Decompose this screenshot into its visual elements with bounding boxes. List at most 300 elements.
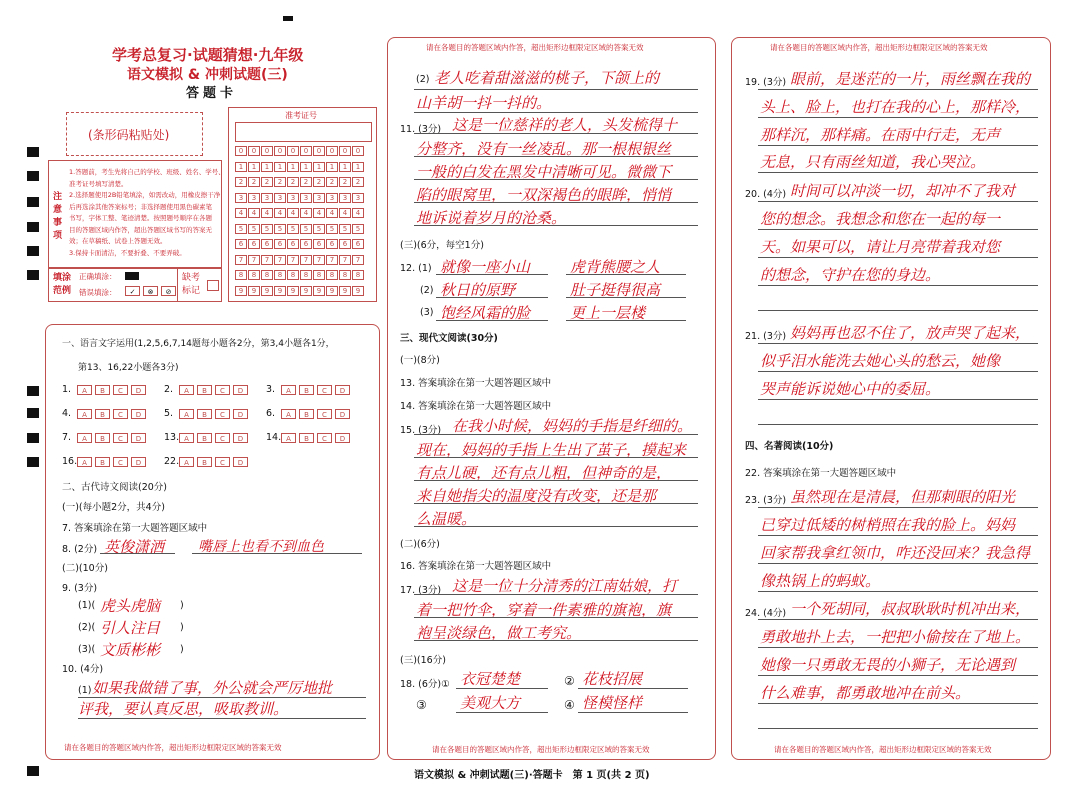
mc-question	[164, 384, 251, 395]
q18-2-answer[interactable]: 花枝招展	[582, 670, 643, 688]
answer-line	[758, 172, 1038, 173]
ticket-digit-bubble[interactable]: 1	[339, 162, 351, 172]
ticket-digit-bubble[interactable]: 5	[235, 224, 247, 234]
q13-label: 13. 答案填涂在第一大题答题区域中	[400, 378, 552, 389]
absent-label: 缺考标记	[182, 273, 201, 296]
ticket-digit-bubble[interactable]: 3	[261, 193, 273, 203]
q22-label: 22. 答案填涂在第一大题答题区域中	[745, 468, 897, 479]
mc-option-bubble[interactable]: C	[215, 385, 230, 395]
ticket-digit-bubble[interactable]: 7	[326, 255, 338, 265]
mc-option-bubble[interactable]: C	[113, 457, 128, 467]
mc-option-bubble[interactable]: D	[335, 433, 350, 443]
mc-option-bubble[interactable]: A	[77, 409, 92, 419]
q8-answer-2[interactable]: 嘴唇上也看不到血色	[198, 539, 324, 555]
answer-line	[566, 320, 686, 321]
answer-line	[758, 310, 1038, 311]
ticket-digit-bubble[interactable]: 4	[326, 208, 338, 218]
mc-option-bubble[interactable]: A	[77, 385, 92, 395]
answer-line	[758, 89, 1038, 90]
mc-option-bubble[interactable]: A	[281, 385, 296, 395]
ticket-digit-bubble[interactable]: 2	[235, 177, 247, 187]
ticket-digit-bubble[interactable]: 3	[248, 193, 260, 203]
ticket-digit-bubble[interactable]: 8	[261, 270, 273, 280]
ticket-digit-bubble[interactable]: 6	[300, 239, 312, 249]
mc-option-bubble[interactable]: B	[95, 409, 110, 419]
q18-4-label: ④	[564, 698, 575, 712]
ticket-digit-bubble[interactable]: 0	[287, 146, 299, 156]
ticket-digit-bubble[interactable]: 5	[339, 224, 351, 234]
ticket-digit-bubble[interactable]: 3	[352, 193, 364, 203]
ticket-digit-bubble[interactable]: 0	[352, 146, 364, 156]
q17-answer-line3[interactable]: 袍呈淡绿色，做工考究。	[416, 624, 582, 642]
answer-line	[758, 647, 1038, 648]
ticket-digit-bubble[interactable]: 6	[352, 239, 364, 249]
ticket-digit-bubble[interactable]: 0	[274, 146, 286, 156]
ticket-digit-bubble[interactable]: 9	[248, 286, 260, 296]
ticket-digit-bubble[interactable]: 6	[313, 239, 325, 249]
ticket-digit-bubble[interactable]: 0	[313, 146, 325, 156]
answer-line	[456, 712, 548, 713]
mc-option-bubble[interactable]: B	[299, 385, 314, 395]
timing-marker	[27, 457, 39, 467]
ticket-digit-bubble[interactable]: 9	[300, 286, 312, 296]
timing-marker	[27, 270, 39, 280]
q11-answer-line5[interactable]: 地诉说着岁月的沧桑。	[416, 209, 567, 227]
notice-text: 1.答题前，考生先将自己的学校、班级、姓名、学号、 准考证号填写清楚。 2.选择题使用2B铅笔填涂，如需改动，用橡皮擦干净 后再选涂其他答案标号；非选择题使用黑色碳素笔 书写，字体工整、笔迹清楚。按照题号顺序在各题 目的答题区域内作答，超出答题区域书写的答案无 效；在草稿纸、试卷上答题无效。 3.保持卡面清洁，不要折叠、不要弄破。	[69, 168, 225, 257]
ticket-digit-bubble[interactable]: 5	[300, 224, 312, 234]
mc-option-bubble[interactable]: A	[77, 457, 92, 467]
ticket-digit-bubble[interactable]: 9	[235, 286, 247, 296]
q20-answer-line3[interactable]: 天。如果可以，请让月亮带着我对您	[760, 238, 1001, 256]
answer-line	[758, 507, 1038, 508]
ticket-digit-bubble[interactable]: 4	[248, 208, 260, 218]
mc-option-bubble[interactable]: B	[299, 433, 314, 443]
answer-line	[758, 703, 1038, 704]
q11-answer-line3[interactable]: 一般的白发在黑发中清晰可见。微微下	[416, 163, 672, 181]
q12-3-label: (3)	[420, 307, 434, 318]
warning-col2-top: 请在各题目的答题区域内作答，超出矩形边框限定区域的答案无效	[426, 43, 644, 52]
answer-line	[758, 535, 1038, 536]
ticket-digit-bubble[interactable]: 4	[287, 208, 299, 218]
q9-2-answer[interactable]: 引人注目	[100, 619, 161, 637]
absent-checkbox[interactable]	[207, 280, 219, 291]
q19-answer-line1[interactable]: 眼前，是迷茫的一片，雨丝飘在我的	[790, 70, 1031, 88]
ticket-digit-bubble[interactable]: 6	[326, 239, 338, 249]
q21-answer-line2[interactable]: 似乎泪水能洗去她心头的愁云，她像	[760, 352, 1001, 370]
answer-line	[78, 718, 366, 719]
ticket-digit-bubble[interactable]: 3	[339, 193, 351, 203]
ticket-digit-bubble[interactable]: 0	[339, 146, 351, 156]
q24-answer-line2[interactable]: 勇敢地扑上去，一把把小偷按在了地上。	[760, 628, 1031, 646]
ticket-digit-bubble[interactable]: 4	[339, 208, 351, 218]
ticket-digit-row	[235, 146, 365, 156]
ticket-digit-bubble[interactable]: 9	[352, 286, 364, 296]
q9-1-answer[interactable]: 虎头虎脑	[100, 597, 161, 615]
mc-option-bubble[interactable]: A	[179, 457, 194, 467]
ticket-digit-bubble[interactable]: 7	[261, 255, 273, 265]
q11-answer-line4[interactable]: 陷的眼窝里，一双深褐色的眼眸，悄悄	[416, 186, 672, 204]
ticket-digit-bubble[interactable]: 1	[274, 162, 286, 172]
ticket-digit-bubble[interactable]: 1	[300, 162, 312, 172]
mc-option-bubble[interactable]: B	[197, 385, 212, 395]
q12-1b-answer[interactable]: 虎背熊腰之人	[570, 258, 661, 276]
q10-2-answer-line1[interactable]: 老人吃着甜滋滋的桃子，下颌上的	[434, 69, 660, 87]
q9-3-label: (3)(	[78, 644, 96, 655]
answer-line	[192, 553, 362, 554]
mc-option-bubble[interactable]: D	[335, 385, 350, 395]
answer-line	[436, 320, 548, 321]
ticket-digit-bubble[interactable]: 7	[235, 255, 247, 265]
ticket-digit-bubble[interactable]: 1	[261, 162, 273, 172]
timing-marker	[27, 222, 39, 232]
timing-marker	[27, 766, 39, 776]
mc-question-number: 7.	[62, 432, 72, 443]
ticket-digit-bubble[interactable]: 7	[339, 255, 351, 265]
answer-line	[758, 257, 1038, 258]
mc-option-bubble[interactable]: C	[317, 385, 332, 395]
section4-title: 三、现代文阅读(30分)	[400, 333, 498, 344]
q18-3-label: ③	[416, 698, 427, 712]
ticket-digit-bubble[interactable]: 2	[248, 177, 260, 187]
ticket-digit-bubble[interactable]: 5	[287, 224, 299, 234]
q9-3-answer[interactable]: 文质彬彬	[100, 641, 161, 659]
q11-answer-line1[interactable]: 这是一位慈祥的老人，头发梳得十	[452, 116, 678, 134]
ticket-digit-bubble[interactable]: 5	[326, 224, 338, 234]
section3-title: (三)(6分，每空1分)	[400, 240, 484, 251]
q8-answer-1[interactable]: 英俊潇洒	[104, 538, 165, 556]
mc-question	[164, 408, 251, 419]
fill-example-box	[48, 268, 222, 302]
q15-answer-line2[interactable]: 现在，妈妈的手指上生出了茧子，摸起来	[416, 441, 687, 459]
ticket-digit-bubble[interactable]: 0	[300, 146, 312, 156]
ticket-digit-bubble[interactable]: 8	[352, 270, 364, 280]
mc-option-bubble[interactable]: D	[131, 433, 146, 443]
q15-answer-line5[interactable]: 么温暖。	[416, 510, 477, 528]
ticket-digit-bubble[interactable]: 8	[326, 270, 338, 280]
ticket-digit-bubble[interactable]: 7	[248, 255, 260, 265]
page-footer: 语文模拟 & 冲刺试题(三)·答题卡 第 1 页(共 2 页)	[414, 770, 650, 781]
q23-answer-line2[interactable]: 已穿过低矮的树梢照在我的脸上。妈妈	[760, 516, 1016, 534]
mc-option-bubble[interactable]: C	[215, 457, 230, 467]
q20-answer-line1[interactable]: 时间可以冲淡一切，却冲不了我对	[790, 182, 1016, 200]
ticket-digit-row	[235, 177, 365, 187]
q9-3-close: )	[180, 644, 184, 655]
q10-1-answer-line1[interactable]: 如果我做错了事，外公就会严厉地批	[92, 679, 333, 697]
ticket-digit-bubble[interactable]: 3	[235, 193, 247, 203]
mc-question-number: 1.	[62, 384, 72, 395]
answer-line	[414, 434, 698, 435]
ticket-digit-bubble[interactable]: 2	[300, 177, 312, 187]
answer-line	[758, 201, 1038, 202]
ticket-digit-bubble[interactable]: 8	[300, 270, 312, 280]
mc-option-bubble[interactable]: D	[131, 457, 146, 467]
q23-answer-line3[interactable]: 回家帮我拿红领巾，咋还没回来？我急得	[760, 544, 1031, 562]
mc-question-number: 3.	[266, 384, 276, 395]
ticket-digit-bubble[interactable]: 2	[339, 177, 351, 187]
mc-question-number: 5.	[164, 408, 174, 419]
timing-marker	[27, 433, 39, 443]
ticket-digit-bubble[interactable]: 4	[352, 208, 364, 218]
q18-4-answer[interactable]: 怪模怪样	[582, 694, 643, 712]
answer-line	[414, 112, 698, 113]
q21-answer-line3[interactable]: 哭声能诉说她心中的委屈。	[760, 380, 941, 398]
ticket-number-grid[interactable]	[228, 107, 377, 302]
ticket-digit-bubble[interactable]: 8	[248, 270, 260, 280]
mc-question	[62, 456, 149, 467]
q11-answer-line2[interactable]: 分整齐，没有一丝凌乱。那一根根银丝	[416, 140, 672, 158]
q23-answer-line4[interactable]: 像热锅上的蚂蚁。	[760, 572, 881, 590]
mc-option-bubble[interactable]: B	[197, 457, 212, 467]
mc-option-bubble[interactable]: A	[77, 433, 92, 443]
q10-1-answer-line2[interactable]: 评我，要认真反思，吸取教训。	[78, 700, 289, 718]
ticket-digit-bubble[interactable]: 8	[235, 270, 247, 280]
ticket-digit-bubble[interactable]: 2	[261, 177, 273, 187]
mc-option-bubble[interactable]: A	[179, 385, 194, 395]
answer-line	[436, 297, 548, 298]
mc-option-bubble[interactable]: A	[179, 409, 194, 419]
q19-answer-line3[interactable]: 那样沉，那样痛。在雨中行走，无声	[760, 126, 1001, 144]
ticket-digit-bubble[interactable]: 6	[274, 239, 286, 249]
answer-line	[414, 594, 698, 595]
ticket-digit-bubble[interactable]: 3	[287, 193, 299, 203]
mc-option-bubble[interactable]: B	[197, 433, 212, 443]
q20-label: 20. (4分)	[745, 189, 787, 200]
ticket-digit-bubble[interactable]: 0	[248, 146, 260, 156]
q18-1-answer[interactable]: 衣冠楚楚	[460, 670, 521, 688]
warning-col2-bottom: 请在各题目的答题区域内作答，超出矩形边框限定区域的答案无效	[432, 745, 650, 754]
section4c-title: (三)(16分)	[400, 655, 446, 666]
ticket-digit-bubble[interactable]: 0	[235, 146, 247, 156]
cross-circle-icon: ⊗	[143, 286, 158, 296]
answer-line	[414, 617, 698, 618]
q24-answer-line1[interactable]: 一个死胡同，叔叔耿耿时机冲出来，	[790, 600, 1031, 618]
q15-answer-line1[interactable]: 在我小时候，妈妈的手指是纤细的。	[452, 417, 693, 435]
q12-1a-answer[interactable]: 就像一座小山	[440, 258, 531, 276]
ticket-digit-bubble[interactable]: 6	[235, 239, 247, 249]
q21-answer-line1[interactable]: 妈妈再也忍不住了，放声哭了起来，	[790, 324, 1031, 342]
answer-line	[436, 274, 548, 275]
q15-answer-line4[interactable]: 来自她指尖的温度没有改变，还是那	[416, 487, 657, 505]
mc-option-bubble[interactable]: D	[131, 385, 146, 395]
ticket-digit-bubble[interactable]: 4	[313, 208, 325, 218]
mc-option-bubble[interactable]: D	[233, 433, 248, 443]
q10-2-answer-line2[interactable]: 山羊胡一抖一抖的。	[416, 94, 552, 112]
ticket-digit-bubble[interactable]: 5	[352, 224, 364, 234]
ticket-digit-row	[235, 208, 365, 218]
q18-2-label: ②	[564, 674, 575, 688]
wrong-fill-label: 错误填涂：	[79, 288, 117, 297]
mc-option-bubble[interactable]: C	[215, 409, 230, 419]
q23-answer-line1[interactable]: 虽然现在是清晨，但那刺眼的阳光	[790, 488, 1016, 506]
mc-option-bubble[interactable]: D	[233, 409, 248, 419]
mc-option-bubble[interactable]: B	[95, 433, 110, 443]
ticket-digit-bubble[interactable]: 1	[352, 162, 364, 172]
q17-answer-line1[interactable]: 这是一位十分清秀的江南姑娘，打	[452, 577, 678, 595]
q18-3-answer[interactable]: 美观大方	[460, 694, 521, 712]
notice-box	[48, 160, 225, 268]
q9-1-close: )	[180, 600, 184, 611]
mc-option-bubble[interactable]: D	[233, 457, 248, 467]
mc-option-bubble[interactable]: B	[95, 457, 110, 467]
ticket-digit-bubble[interactable]: 6	[248, 239, 260, 249]
q24-answer-line3[interactable]: 她像一只勇敢无畏的小狮子，无论遇到	[760, 656, 1016, 674]
correct-fill-label: 正确填涂：	[79, 272, 117, 281]
ticket-digit-bubble[interactable]: 8	[313, 270, 325, 280]
q24-answer-line4[interactable]: 什么难事，都勇敢地冲在前头。	[760, 684, 971, 702]
ticket-digit-bubble[interactable]: 7	[287, 255, 299, 265]
mc-option-bubble[interactable]: B	[95, 385, 110, 395]
answer-line	[414, 640, 698, 641]
answer-line	[414, 202, 698, 203]
mc-question-number: 16.	[62, 456, 78, 467]
q19-answer-line4[interactable]: 无息，只有雨丝知道，我心哭泣。	[760, 153, 986, 171]
ticket-digit-bubble[interactable]: 6	[261, 239, 273, 249]
mc-option-bubble[interactable]: A	[281, 433, 296, 443]
ticket-digit-bubble[interactable]: 2	[274, 177, 286, 187]
mc-option-bubble[interactable]: A	[281, 409, 296, 419]
mc-option-bubble[interactable]: D	[131, 409, 146, 419]
ticket-digit-bubble[interactable]: 7	[300, 255, 312, 265]
ticket-digit-bubble[interactable]: 2	[287, 177, 299, 187]
mc-question	[62, 384, 149, 395]
ticket-digit-row	[235, 193, 365, 203]
answer-line	[414, 225, 698, 226]
warning-col1: 请在各题目的答题区域内作答，超出矩形边框限定区域的答案无效	[64, 743, 282, 752]
mc-option-bubble[interactable]: D	[335, 409, 350, 419]
ticket-digit-bubble[interactable]: 3	[300, 193, 312, 203]
ticket-digit-bubble[interactable]: 5	[261, 224, 273, 234]
answer-line	[456, 688, 548, 689]
answer-line	[414, 156, 698, 157]
q12-2b-answer[interactable]: 肚子挺得很高	[570, 281, 661, 299]
ticket-digit-row	[235, 286, 365, 296]
mc-question-number: 14.	[266, 432, 282, 443]
ticket-digit-bubble[interactable]: 9	[339, 286, 351, 296]
q20-answer-line4[interactable]: 的想念，守护在您的身边。	[760, 266, 941, 284]
mc-option-bubble[interactable]: C	[317, 433, 332, 443]
q9-2-close: )	[180, 622, 184, 633]
ticket-digit-bubble[interactable]: 4	[261, 208, 273, 218]
ticket-digit-bubble[interactable]: 9	[313, 286, 325, 296]
ticket-digit-bubble[interactable]: 1	[313, 162, 325, 172]
ticket-digit-bubble[interactable]: 4	[300, 208, 312, 218]
q8-label: 8. (2分)	[62, 544, 98, 555]
mc-option-bubble[interactable]: C	[113, 433, 128, 443]
ticket-digit-bubble[interactable]: 7	[274, 255, 286, 265]
timing-marker	[27, 408, 39, 418]
ticket-digit-bubble[interactable]: 5	[274, 224, 286, 234]
mc-question	[266, 408, 353, 419]
ticket-digit-bubble[interactable]: 2	[352, 177, 364, 187]
q12-3a-answer[interactable]: 饱经风霜的脸	[440, 304, 531, 322]
mc-option-bubble[interactable]: C	[113, 409, 128, 419]
mc-question	[266, 384, 353, 395]
ticket-digit-bubble[interactable]: 5	[313, 224, 325, 234]
notice-title: 注意事项	[53, 192, 63, 241]
q11-label: 11. (3分)	[400, 124, 442, 135]
ticket-digit-bubble[interactable]: 0	[261, 146, 273, 156]
ticket-digit-bubble[interactable]: 8	[339, 270, 351, 280]
mc-option-bubble[interactable]: C	[317, 409, 332, 419]
answer-line	[758, 285, 1038, 286]
ticket-digit-bubble[interactable]: 5	[248, 224, 260, 234]
ticket-digit-bubble[interactable]: 8	[274, 270, 286, 280]
ticket-digit-row	[235, 162, 365, 172]
answer-line	[578, 688, 688, 689]
q23-label: 23. (3分)	[745, 495, 787, 506]
answer-line	[758, 371, 1038, 372]
q12-3b-answer[interactable]: 更上一层楼	[570, 304, 646, 322]
header-title3: 答题卡	[186, 86, 238, 101]
ticket-digit-bubble[interactable]: 1	[287, 162, 299, 172]
answer-line	[566, 274, 686, 275]
answer-line	[758, 424, 1038, 425]
answer-line	[758, 591, 1038, 592]
ticket-digit-bubble[interactable]: 6	[339, 239, 351, 249]
ticket-digit-bubble[interactable]: 3	[326, 193, 338, 203]
warning-col3-top: 请在各题目的答题区域内作答，超出矩形边框限定区域的答案无效	[770, 43, 988, 52]
absent-divider	[177, 269, 178, 301]
mc-option-bubble[interactable]: B	[299, 409, 314, 419]
ticket-label: 准考证号	[285, 111, 317, 120]
q24-label: 24. (4分)	[745, 608, 787, 619]
answer-line	[414, 480, 698, 481]
ticket-digit-bubble[interactable]: 7	[313, 255, 325, 265]
ticket-digit-bubble[interactable]: 6	[287, 239, 299, 249]
ticket-digit-bubble[interactable]: 1	[235, 162, 247, 172]
ticket-digit-bubble[interactable]: 9	[287, 286, 299, 296]
ticket-digit-bubble[interactable]: 3	[313, 193, 325, 203]
q12-2a-answer[interactable]: 秋日的原野	[440, 281, 516, 299]
ticket-digit-bubble[interactable]: 4	[274, 208, 286, 218]
ticket-digit-bubble[interactable]: 4	[235, 208, 247, 218]
ticket-digit-bubble[interactable]: 1	[248, 162, 260, 172]
mc-question-number: 6.	[266, 408, 276, 419]
mc-option-bubble[interactable]: B	[197, 409, 212, 419]
q16-label: 16. 答案填涂在第一大题答题区域中	[400, 561, 552, 572]
q20-answer-line2[interactable]: 您的想念。我想念和您在一起的每一	[760, 210, 1001, 228]
ticket-digit-bubble[interactable]: 0	[326, 146, 338, 156]
mc-option-bubble[interactable]: D	[233, 385, 248, 395]
answer-line	[758, 343, 1038, 344]
mc-option-bubble[interactable]: C	[215, 433, 230, 443]
ticket-digit-bubble[interactable]: 3	[274, 193, 286, 203]
ticket-digit-bubble[interactable]: 9	[274, 286, 286, 296]
warning-col3-bottom: 请在各题目的答题区域内作答，超出矩形边框限定区域的答案无效	[774, 745, 992, 754]
answer-line	[414, 89, 698, 90]
header-title1: 学考总复习·试题猜想·九年级	[112, 46, 304, 64]
ticket-digit-bubble[interactable]: 9	[326, 286, 338, 296]
mc-option-bubble[interactable]: A	[179, 433, 194, 443]
ticket-digit-bubble[interactable]: 9	[261, 286, 273, 296]
ticket-digit-bubble[interactable]: 2	[313, 177, 325, 187]
answer-line	[758, 675, 1038, 676]
q15-answer-line3[interactable]: 有点儿硬，还有点儿粗，但神奇的是，	[416, 464, 672, 482]
q19-answer-line2[interactable]: 头上、脸上，也打在我的心上，那样冷，	[760, 98, 1031, 116]
ticket-digit-bubble[interactable]: 8	[287, 270, 299, 280]
ticket-digit-bubble[interactable]: 1	[326, 162, 338, 172]
ticket-digit-row	[235, 224, 365, 234]
section4b-title: (二)(6分)	[400, 539, 440, 550]
mc-option-bubble[interactable]: C	[113, 385, 128, 395]
q17-answer-line2[interactable]: 着一把竹伞，穿着一件素雅的旗袍，旗	[416, 601, 672, 619]
q10-1-label: (1)	[78, 685, 92, 696]
ticket-digit-bubble[interactable]: 2	[326, 177, 338, 187]
answer-line	[414, 457, 698, 458]
q17-label: 17. (3分)	[400, 585, 442, 596]
ticket-digit-bubble[interactable]: 7	[352, 255, 364, 265]
barcode-label: (条形码粘贴处)	[88, 128, 170, 142]
